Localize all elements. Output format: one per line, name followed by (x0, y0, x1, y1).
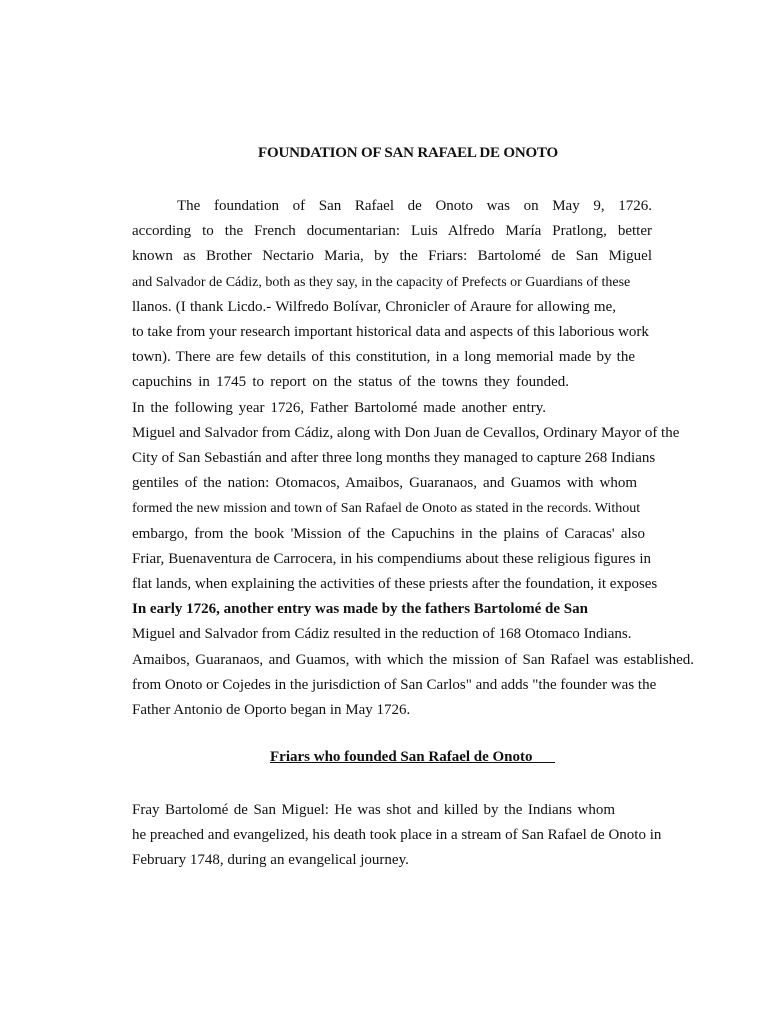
body-line: Friar, Buenaventura de Carrocera, in his compendiums about these religious figures in (132, 550, 651, 567)
body-line: embargo, from the book 'Mission of the Capuchins in the plains of Caracas' also (132, 525, 645, 542)
body-line: Amaibos, Guaranaos, and Guamos, with which the mission of San Rafael was established. (132, 651, 694, 668)
body-line: llanos. (I thank Licdo.- Wilfredo Bolívar, Chronicler of Araure for allowing me, (132, 298, 616, 315)
body-line-bold: In early 1726, another entry was made by the fathers Bartolomé de San (132, 601, 588, 618)
body-paragraph (132, 194, 694, 723)
section-subtitle-text: Friars who founded San Rafael de Onoto (270, 749, 533, 765)
body-line: and Salvador de Cádiz, both as they say, in the capacity of Prefects or Guardians of these (132, 274, 631, 290)
body-line: Miguel and Salvador from Cádiz, along with Don Juan de Cevallos, Ordinary Mayor of the (132, 424, 680, 441)
friar-line: February 1748, during an evangelical journey. (132, 852, 409, 869)
body-line: City of San Sebastián and after three long months they managed to capture 268 Indians (132, 450, 656, 467)
body-line: Miguel and Salvador from Cádiz resulted in the reduction of 168 Otomaco Indians. (132, 626, 632, 643)
friar-line: Fray Bartolomé de San Miguel: He was shot and killed by the Indians whom (132, 802, 615, 818)
body-line: formed the new mission and town of San Rafael de Onoto as stated in the records. Without (132, 501, 641, 517)
body-line: from Onoto or Cojedes in the jurisdiction of San Carlos" and adds "the founder was the (132, 676, 657, 693)
friar-line: he preached and evangelized, his death took place in a stream of San Rafael de Onoto in (132, 827, 662, 844)
body-line: according to the French documentarian: Luis Alfredo María Pratlong, better (132, 223, 652, 240)
body-line: known as Brother Nectario Maria, by the Friars: Bartolomé de San Miguel (132, 248, 652, 265)
body-line: capuchins in 1745 to report on the status of the towns they founded. (132, 374, 569, 391)
document-title: FOUNDATION OF SAN RAFAEL DE ONOTO (258, 145, 558, 161)
body-line: In the following year 1726, Father Bartolomé made another entry. (132, 399, 546, 416)
body-line: flat lands, when explaining the activities of these priests after the foundation, it exposes (132, 576, 658, 593)
body-line: Father Antonio de Oporto began in May 1726. (132, 702, 411, 719)
body-line: gentiles of the nation: Otomacos, Amaibos, Guaranaos, and Guamos with whom (132, 475, 637, 492)
section-subtitle (270, 749, 555, 766)
friars-paragraph (132, 798, 662, 874)
body-line: to take from your research important historical data and aspects of this laborious work (132, 324, 649, 341)
body-line: town). There are few details of this constitution, in a long memorial made by the (132, 349, 635, 366)
body-line: The foundation of San Rafael de Onoto was on May 9, 1726. (177, 198, 652, 214)
